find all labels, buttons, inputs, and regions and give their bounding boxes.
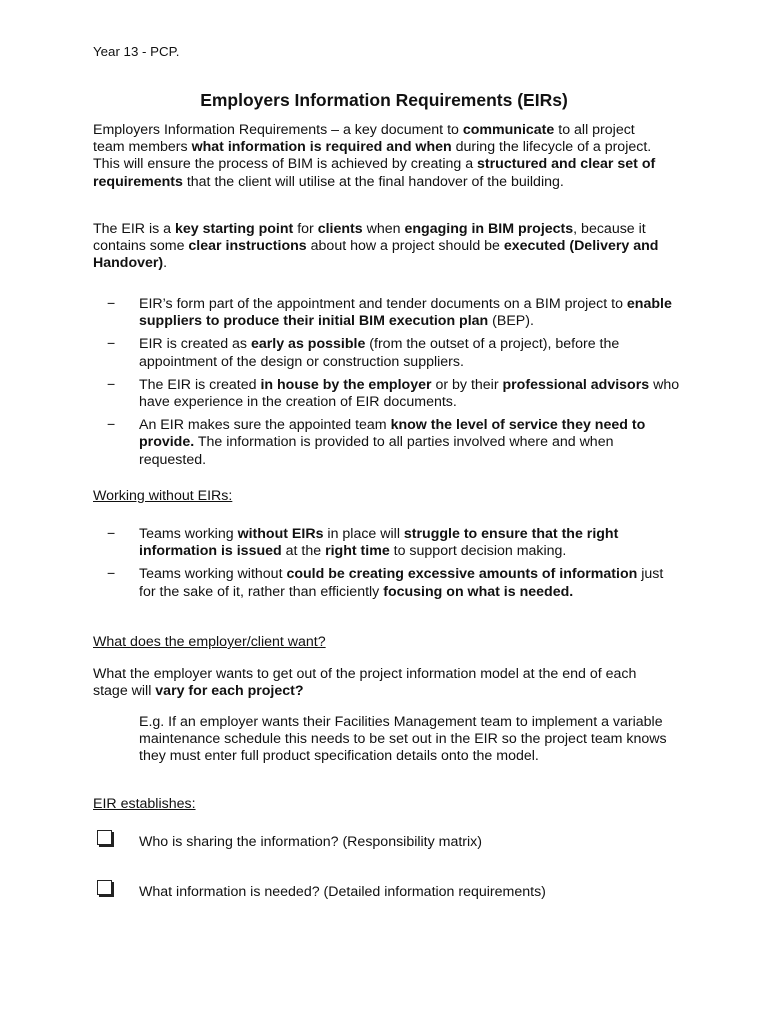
bullet-dash: − [107,376,116,393]
bold-text-run: right time [325,543,390,560]
section-heading-working-without: Working without EIRs: [93,488,233,504]
bold-text-run: in house by the employer [260,376,432,393]
text-run: to support decision making. [389,543,567,560]
bold-text-run: what information is required and when [191,139,452,156]
list-item [93,566,683,600]
bullet-dash: − [107,296,116,312]
text-run: The EIR is a [93,221,176,237]
bold-text-run: early as possible [250,336,366,353]
checkbox-icon [97,830,112,845]
list-item-text [139,336,619,369]
bold-text-run: key starting point [175,221,294,237]
list-item-text [139,296,672,329]
text-run: EIR is created as [139,336,251,353]
bold-text-run: could be creating excessive amounts of information [286,566,638,583]
intro-paragraph-1 [93,122,663,191]
bold-text-run: struggle to ensure that the right information is issued [139,526,619,560]
text-run: What the employer wants to get out of the project information model at the end of each stage will [93,666,637,700]
text-run: during the lifecycle of a project. This will ensure the process of BIM is achieved by creating a [93,139,652,173]
document-title: Employers Information Requirements (EIRs) [200,90,568,110]
bold-text-run: communicate [462,122,555,138]
bullet-dash: − [107,566,116,583]
list-item-text [139,566,663,599]
list-item [93,296,683,330]
text-run: (from the outset of a project), before the appointment of the design or construction suppliers. [139,336,620,370]
text-run: Teams working without [139,566,287,583]
checklist-item-label: What information is needed? (Detailed information requirements) [139,884,546,900]
bold-text-run: structured and clear set of requirements [93,156,656,190]
example-paragraph: E.g. If an employer wants their Facilities Management team to implement a variable maintenance schedule this needs to be set out in the EIR so the project team knows they must enter full product specification details onto the model. [139,714,667,765]
bullet-dash: − [107,417,116,434]
bold-text-run: clear instructions [188,238,307,255]
eir-bullet-list [93,296,683,475]
list-item [93,526,683,560]
text-run: at the [281,543,326,560]
text-run: about how a project should be [306,238,504,255]
text-run: Teams working [139,526,238,542]
text-run: . [163,255,168,272]
bold-text-run: professional advisors [502,376,650,393]
bullet-dash: − [107,336,116,353]
list-item-text [139,417,645,467]
section-heading-eir-establishes: EIR establishes: [93,796,196,812]
text-run: The EIR is created [139,376,261,393]
bold-text-run: focusing on what is needed. [383,583,574,600]
text-run: An EIR makes sure the appointed team [139,417,391,434]
intro-paragraph-2 [93,221,663,273]
bold-text-run: without EIRs [237,526,324,542]
text-run: for [293,221,318,237]
checkbox-icon [97,880,112,895]
text-run: , because it contains some [93,221,646,255]
list-item-text [139,377,679,410]
list-item [93,377,683,411]
bold-text-run: know the level of service they need to provide. [139,417,646,451]
list-item [93,336,683,370]
bullet-dash: − [107,526,116,542]
text-run: EIR’s form part of the appointment and tender documents on a BIM project to [139,296,627,312]
text-run: just for the sake of it, rather than efficiently [139,566,664,600]
list-item-text [139,526,618,559]
bold-text-run: executed (Delivery and Handover) [93,238,659,272]
bold-text-run: vary for each project? [155,683,304,700]
bold-text-run: clients [317,221,363,237]
text-run: to all project team members [93,122,635,156]
text-run: who have experience in the creation of EIR documents. [139,376,680,411]
header-note: Year 13 - PCP. [93,44,180,59]
text-run: in place will [323,526,404,542]
section-heading-employer-want: What does the employer/client want? [93,634,326,650]
text-run: (BEP). [488,313,534,330]
text-run: Employers Information Requirements – a key document to [93,122,463,138]
text-run: or by their [431,376,503,393]
text-run: that the client will utilise at the final handover of the building. [182,173,564,190]
bold-text-run: enable suppliers to produce their initial BIM execution plan [139,296,672,330]
list-item [93,417,683,469]
text-run: The information is provided to all parties involved where and when requested. [139,434,614,468]
without-eirs-bullet-list [93,526,683,607]
text-run: when [362,221,405,237]
checklist-item-label: Who is sharing the information? (Responsibility matrix) [139,834,482,850]
employer-want-paragraph [93,666,663,700]
bold-text-run: engaging in BIM projects [404,221,574,237]
